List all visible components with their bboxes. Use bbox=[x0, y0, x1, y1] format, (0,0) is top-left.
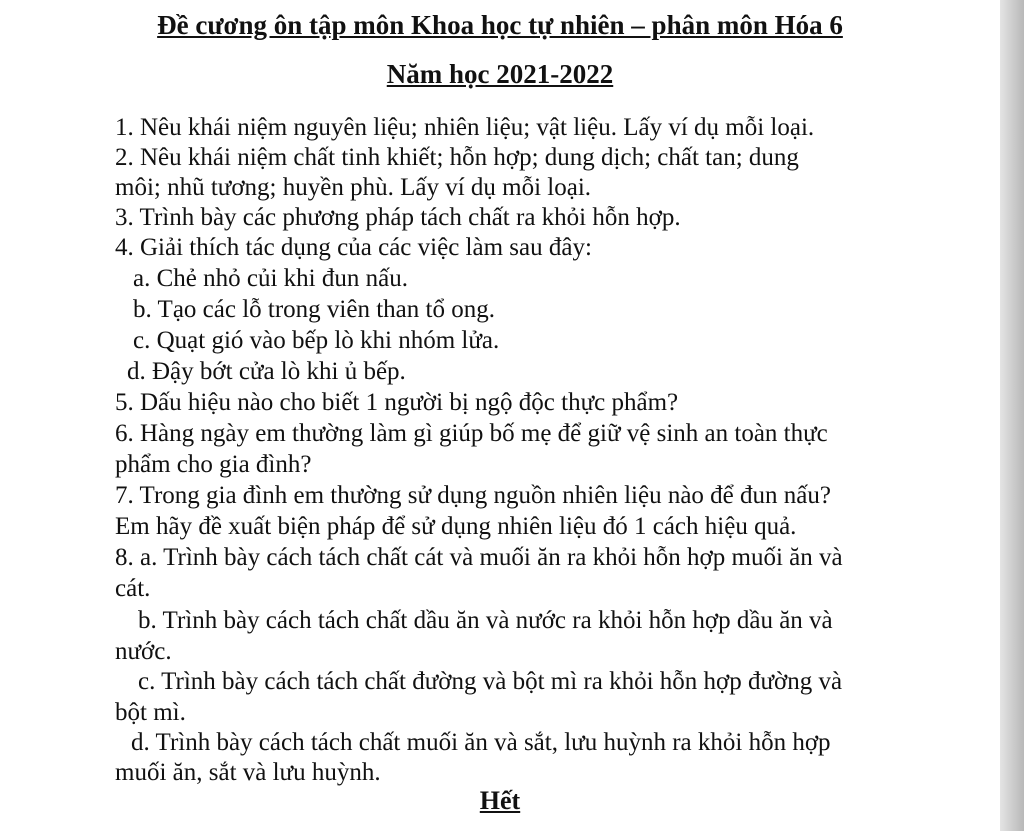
page-edge-shadow bbox=[1000, 0, 1024, 831]
question-7-line-2: Em hãy đề xuất biện pháp để sử dụng nhiên liệu đó 1 cách hiệu quả. bbox=[115, 513, 797, 540]
question-6-line-1: 6. Hàng ngày em thường làm gì giúp bố mẹ để giữ vệ sinh an toàn thực bbox=[115, 420, 828, 447]
question-2-line-1: 2. Nêu khái niệm chất tinh khiết; hỗn hợp; dung dịch; chất tan; dung bbox=[115, 144, 799, 171]
question-8a-line-1: 8. a. Trình bày cách tách chất cát và muối ăn ra khỏi hỗn hợp muối ăn và bbox=[115, 544, 843, 571]
question-8d-line-1: d. Trình bày cách tách chất muối ăn và sắt, lưu huỳnh ra khỏi hỗn hợp bbox=[131, 729, 831, 756]
question-5-line-1: 5. Dấu hiệu nào cho biết 1 người bị ngộ độc thực phẩm? bbox=[115, 389, 679, 416]
question-8b-line-2: nước. bbox=[115, 638, 172, 665]
question-4-item-a: a. Chẻ nhỏ củi khi đun nấu. bbox=[133, 265, 408, 292]
question-7-line-1: 7. Trong gia đình em thường sử dụng nguồn nhiên liệu nào để đun nấu? bbox=[115, 482, 831, 509]
question-4-item-c: c. Quạt gió vào bếp lò khi nhóm lửa. bbox=[133, 327, 500, 354]
document-end-mark: Hết bbox=[479, 786, 521, 815]
question-2-line-2: môi; nhũ tương; huyền phù. Lấy ví dụ mỗi loại. bbox=[115, 174, 592, 201]
question-8a-line-2: cát. bbox=[115, 575, 151, 602]
question-8b-line-1: b. Trình bày cách tách chất dầu ăn và nước ra khỏi hỗn hợp dầu ăn và bbox=[138, 607, 833, 634]
question-4-item-d: d. Đậy bớt cửa lò khi ủ bếp. bbox=[127, 358, 406, 385]
question-1-line-1: 1. Nêu khái niệm nguyên liệu; nhiên liệu; vật liệu. Lấy ví dụ mỗi loại. bbox=[115, 114, 815, 141]
question-8c-line-1: c. Trình bày cách tách chất đường và bột mì ra khỏi hỗn hợp đường và bbox=[138, 668, 843, 695]
document-subtitle: Năm học 2021-2022 bbox=[386, 59, 614, 89]
question-8c-line-2: bột mì. bbox=[115, 699, 186, 726]
question-4-line-1: 4. Giải thích tác dụng của các việc làm sau đây: bbox=[115, 234, 592, 261]
question-8d-line-2: muối ăn, sắt và lưu huỳnh. bbox=[115, 759, 381, 786]
document-title: Đề cương ôn tập môn Khoa học tự nhiên – phân môn Hóa 6 bbox=[157, 10, 843, 40]
question-6-line-2: phẩm cho gia đình? bbox=[115, 451, 312, 478]
question-3-line-1: 3. Trình bày các phương pháp tách chất ra khỏi hỗn hợp. bbox=[115, 204, 681, 231]
question-4-item-b: b. Tạo các lỗ trong viên than tổ ong. bbox=[133, 296, 495, 323]
